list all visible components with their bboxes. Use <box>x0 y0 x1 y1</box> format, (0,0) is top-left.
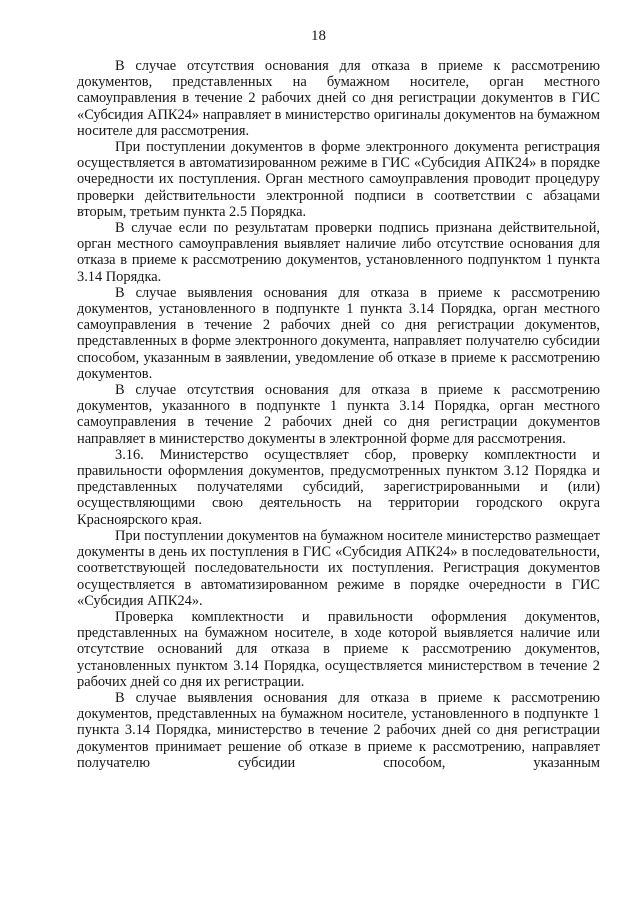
paragraph: Проверка комплектности и правильности оформления документов, представленных на бумажном носителе, в ходе которой выявляется наличие или отсутствие оснований для отказа в приеме к рассмотрению документов, установленных пунктом 3.14 Порядка, осуществляется министерством в течение 2 рабочих дней со дня их регистрации. <box>77 608 600 690</box>
paragraph: В случае выявления основания для отказа в приеме к рассмотрению документов, представленных на бумажном носителе, установленного в подпункте 1 пункта 3.14 Порядка, министерство в течение 2 рабочих дней со дня регистрации документов принимает решение об отказе в приеме к рассмотрению, направляет получателю субсидии способом, указанным <box>77 689 600 771</box>
page-number: 18 <box>311 28 326 44</box>
paragraph: При поступлении документов на бумажном носителе министерство размещает документы в день их поступления в ГИС «Субсидия АПК24» в последовательности, соответствующей последовательности их поступления. Регистрация документов осуществляется в автоматизированном режиме в порядке очередности в ГИС «Субсидия АПК24». <box>77 527 600 609</box>
paragraph: В случае отсутствия основания для отказа в приеме к рассмотрению документов, указанного в подпункте 1 пункта 3.14 Порядка, орган местного самоуправления в течение 2 рабочих дней со дня регистрации документов направляет в министерство документы в электронной форме для рассмотрения. <box>77 382 600 447</box>
paragraph: При поступлении документов в форме электронного документа регистрация осуществляется в автоматизированном режиме в ГИС «Субсидия АПК24» в порядке очередности их поступления. Орган местного самоуправления проводит процедуру проверки действительности электронной подписи в соответствии с абзацами вторым, третьим пункта 2.5 Порядка. <box>77 139 600 220</box>
paragraph: 3.16. Министерство осуществляет сбор, проверку комплектности и правильности оформления документов, предусмотренных пунктом 3.12 Порядка и представленных получателями субсидий, зарегистрированными и (или) осуществляющими свою деятельность на территории городского округа Красноярского края. <box>77 446 600 528</box>
paragraph: В случае если по результатам проверки подпись признана действительной, орган местного самоуправления выявляет наличие либо отсутствие основания для отказа в приеме к рассмотрению документов, установленного подпунктом 1 пункта 3.14 Порядка. <box>77 220 600 285</box>
document-body <box>77 58 600 771</box>
paragraph: В случае выявления основания для отказа в приеме к рассмотрению документов, установленного в подпункте 1 пункта 3.14 Порядка, орган местного самоуправления в течение 2 рабочих дней со дня регистрации документов, представленных в форме электронного документа, направляет получателю субсидии способом, указанным в заявлении, уведомление об отказе в приеме к рассмотрению документов. <box>77 284 600 382</box>
paragraph: В случае отсутствия основания для отказа в приеме к рассмотрению документов, представленных на бумажном носителе, орган местного самоуправления в течение 2 рабочих дней со дня регистрации документов в ГИС «Субсидия АПК24» направляет в министерство оригиналы документов на бумажном носителе для рассмотрения. <box>77 58 600 139</box>
